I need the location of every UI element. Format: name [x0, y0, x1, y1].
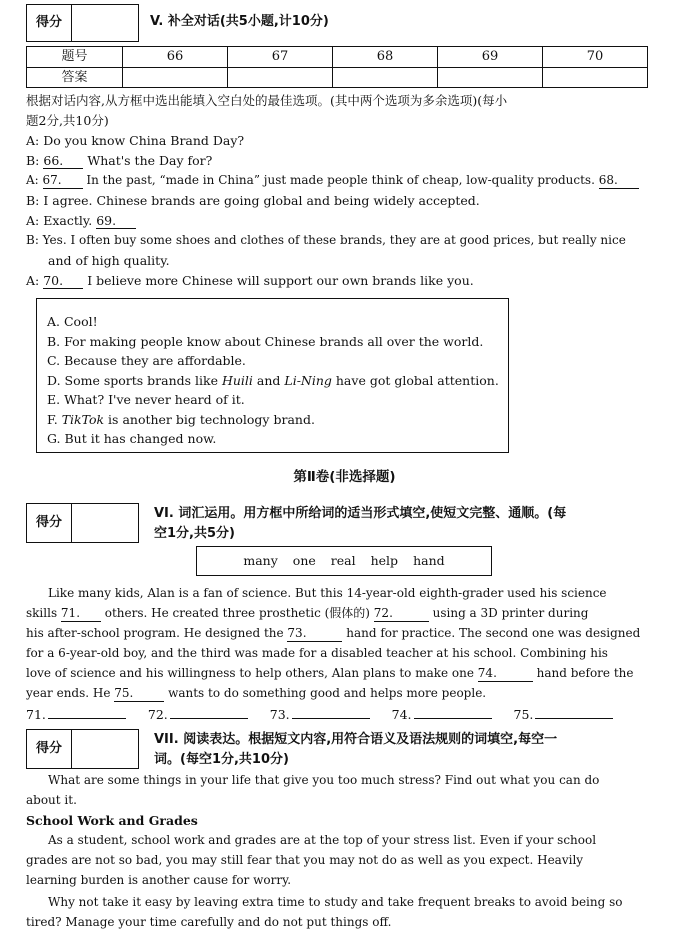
dialog-line — [26, 271, 474, 291]
table-num: 69 — [438, 47, 543, 68]
option-d: D. Some sports brands like Huili and Li-Ning have got global attention. — [47, 372, 499, 388]
answer-blank[interactable] — [414, 718, 492, 719]
word: one — [292, 553, 316, 569]
dialog-line: B: I agree. Chinese brands are going global and being widely accepted. — [26, 193, 480, 208]
table-num: 67 — [228, 47, 333, 68]
blank-75[interactable]: 75. — [114, 686, 164, 702]
word: real — [330, 553, 356, 569]
section-6-title: VI. 词汇运用。用方框中所给词的适当形式填空,使短文完整、通顺。(每 — [154, 506, 567, 521]
speaker: A: — [26, 173, 43, 187]
speaker: A: — [26, 273, 44, 288]
score-label: 得分 — [27, 504, 72, 542]
score-box-7 — [26, 729, 139, 769]
section-7-title: 词。(每空1分,共10分) — [154, 752, 289, 767]
answer-cell[interactable] — [543, 67, 648, 88]
score-label: 得分 — [27, 5, 72, 41]
instruction-line: 题2分,共10分) — [26, 113, 109, 128]
option-b: B. For making people know about Chinese brands all over the world. — [47, 333, 484, 349]
part-2-title: 第Ⅱ卷(非选择题) — [293, 469, 396, 485]
dialog-text: In the past, “made in China” just made people think of cheap, low-quality products. — [82, 173, 599, 187]
passage-line: skills 71. others. He created three prosthetic (假体的) 72. using a 3D printer during — [26, 606, 589, 620]
option-e: E. What? I've never heard of it. — [47, 392, 245, 407]
blank-69[interactable]: 69. — [96, 213, 136, 229]
option-a: A. Cool! — [47, 314, 98, 329]
dialog-line — [26, 211, 136, 231]
answer-cell[interactable] — [438, 67, 543, 88]
passage-line: tired? Manage your time carefully and do not put things off. — [26, 915, 392, 929]
blank-67[interactable]: 67. — [43, 173, 83, 189]
instruction-line: 根据对话内容,从方框中选出能填入空白处的最佳选项。(其中两个选项为多余选项)(每小 — [26, 93, 508, 108]
score-box-6 — [26, 503, 139, 543]
option-f: F. TikTok is another big technology brand. — [47, 411, 315, 427]
answer-blank[interactable] — [535, 718, 613, 719]
passage-line: As a student, school work and grades are at the top of your stress list. Even if your school — [48, 833, 597, 847]
dialog-line — [26, 151, 212, 171]
blank-74[interactable]: 74. — [478, 666, 533, 682]
passage-line: about it. — [26, 793, 77, 807]
score-blank[interactable] — [72, 504, 138, 542]
table-num: 66 — [123, 47, 228, 68]
word: many — [243, 553, 278, 569]
options-box — [36, 298, 509, 453]
answer-cell[interactable] — [123, 67, 228, 88]
dialog-line: and of high quality. — [48, 253, 170, 268]
blank-70[interactable]: 70. — [43, 273, 83, 289]
blank-72[interactable]: 72. — [374, 606, 429, 622]
score-box-5 — [26, 4, 139, 42]
answer-blank[interactable] — [48, 718, 126, 719]
dialog-line: A: Do you know China Brand Day? — [26, 133, 245, 148]
blank-66[interactable]: 66. — [43, 153, 83, 169]
passage-line: for a 6-year-old boy, and the third was made for a disabled teacher at his school. Combining his — [26, 646, 608, 660]
dialog-line: B: Yes. I often buy some shoes and clothes of these brands, they are at good prices, but really nice — [26, 233, 626, 247]
table-num: 70 — [543, 47, 648, 68]
answer-table — [26, 46, 648, 88]
dialog-text: I believe more Chinese will support our own brands like you. — [83, 273, 474, 288]
table-num: 68 — [333, 47, 438, 68]
section-6-title: 空1分,共5分) — [154, 526, 235, 541]
section-5-title: V. 补全对话(共5小题,计10分) — [150, 14, 329, 29]
passage-line: love of science and his willingness to help others, Alan plans to make one 74. hand before the — [26, 666, 634, 680]
speaker: B: — [26, 153, 44, 168]
word-box — [196, 546, 492, 576]
answer-cell[interactable] — [333, 67, 438, 88]
passage-line: What are some things in your life that give you too much stress? Find out what you can do — [48, 773, 600, 787]
blank-68[interactable]: 68. — [599, 173, 639, 189]
score-blank[interactable] — [72, 5, 138, 41]
passage-line: Why not take it easy by leaving extra time to study and take frequent breaks to avoid being so — [48, 895, 623, 909]
passage-line: Like many kids, Alan is a fan of science. But this 14-year-old eighth-grader used his science — [48, 586, 607, 600]
subheading: School Work and Grades — [26, 813, 198, 828]
section-7-title: VII. 阅读表达。根据短文内容,用符合语义及语法规则的词填空,每空一 — [154, 732, 558, 747]
option-c: C. Because they are affordable. — [47, 353, 246, 368]
passage-line: his after-school program. He designed the 73. hand for practice. The second one was designed — [26, 626, 641, 640]
passage-line: year ends. He 75. wants to do something good and helps more people. — [26, 686, 487, 700]
blank-73[interactable]: 73. — [287, 626, 342, 642]
blank-71[interactable]: 71. — [61, 606, 101, 622]
word: help — [370, 553, 399, 569]
answer-blank[interactable] — [292, 718, 370, 719]
word: hand — [413, 553, 445, 569]
answer-line: 71. 72. 73. 74. 75. — [26, 705, 613, 725]
score-label: 得分 — [27, 730, 72, 768]
dialog-line — [26, 171, 639, 191]
passage-line: grades are not so bad, you may still fear that you may not do as well as you expect. Heavily — [26, 853, 584, 867]
passage-line: learning burden is another cause for worry. — [26, 873, 292, 887]
option-g: G. But it has changed now. — [47, 431, 217, 446]
table-head-number: 题号 — [27, 47, 123, 68]
table-head-answer: 答案 — [27, 67, 123, 88]
dialog-text: What's the Day for? — [83, 153, 213, 168]
answer-blank[interactable] — [170, 718, 248, 719]
answer-cell[interactable] — [228, 67, 333, 88]
score-blank[interactable] — [72, 730, 138, 768]
dialog-text: A: Exactly. — [26, 213, 97, 228]
